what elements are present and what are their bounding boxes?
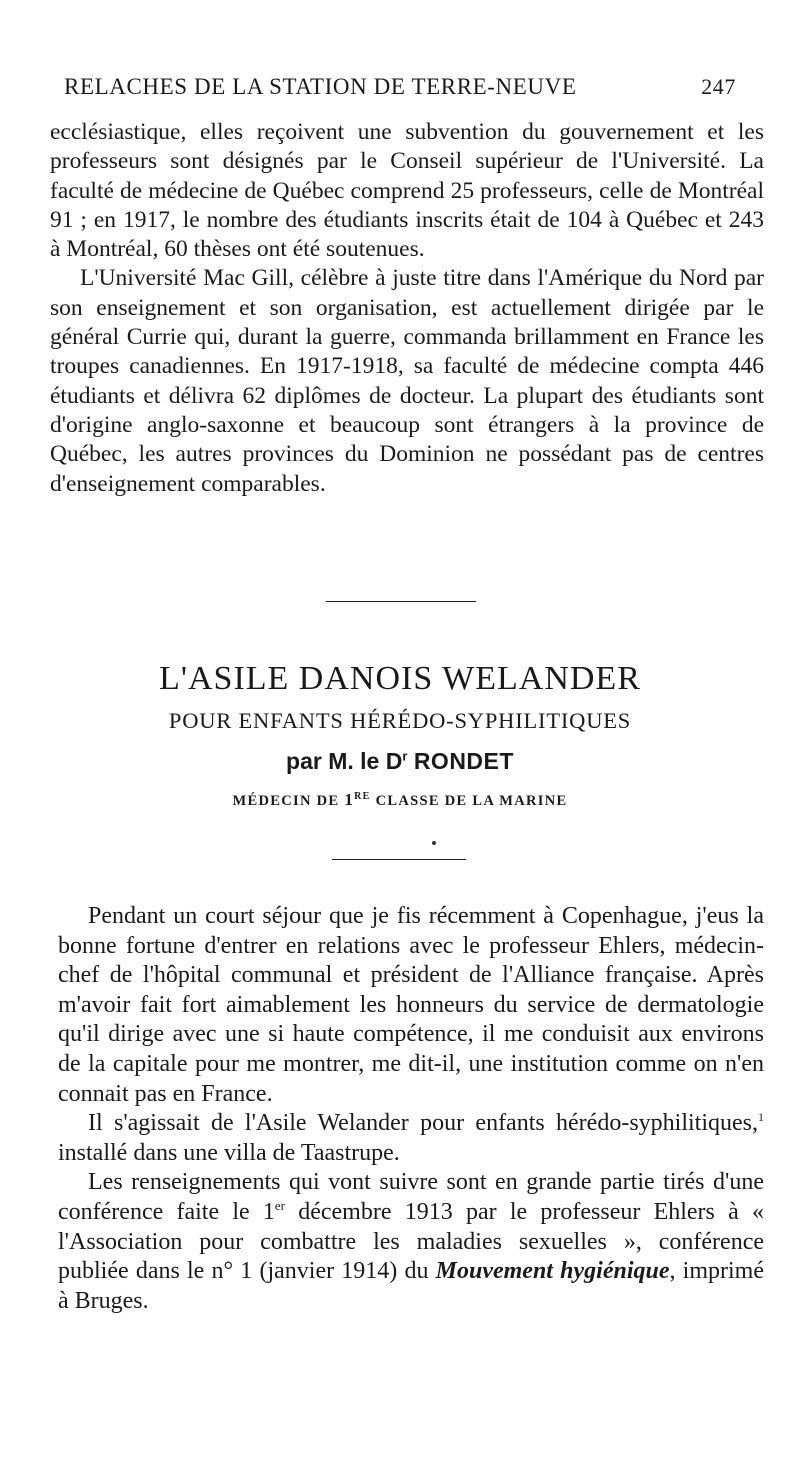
paragraph-text: décembre 1913 par le professeur Ehlers à « l'Association pour combattre les maladies sexuelles », conférence publiée dans le n° 1 (janvier 1914) du — [58, 1198, 764, 1285]
byline-divider — [332, 859, 466, 860]
ordinal-superscript: er — [274, 1197, 285, 1213]
section-divider — [326, 601, 476, 602]
ornament-dot — [432, 841, 436, 845]
author-name: RONDET — [413, 748, 514, 774]
affiliation-superscript: RE — [354, 791, 371, 803]
paragraph: Pendant un court séjour que je fis récemment à Copenhague, j'eus la bonne fortune d'entrer en relations avec le professeur Ehlers, médecin-chef de l'hôpital communal et président de l'Alliance française. Après m'avoir fait fort aimablement les honneurs du service de dermatologie qu'il dirige avec une si haute compétence, il me conduisit aux environs de la capitale pour me montrer, me dit-il, une institution comme on n'en connait pas en France. — [58, 903, 764, 1107]
paragraph — [58, 1109, 764, 1168]
running-title: RELACHES DE LA STATION DE TERRE-NEUVE — [64, 74, 577, 99]
paragraph: L'Université Mac Gill, célèbre à juste titre dans l'Amérique du Nord par son enseignement et son organisation, est actuellement dirigée par le général Currie qui, durant la guerre, commanda brillamment en France les troupes canadiennes. En 1917-1918, sa faculté de médecine compta 446 étudiants et délivra 62 diplômes de docteur. La plupart des étudiants sont d'origine anglo-saxonne et beaucoup sont étrangers à la province de Québec, les autres provinces du Dominion ne possédant pas de centres d'enseignement comparables. — [50, 265, 764, 497]
article-title: L'ASILE DANOIS WELANDER — [159, 660, 641, 697]
byline-superscript: r — [402, 748, 408, 764]
paragraph: ecclésiastique, elles reçoivent une subvention du gouvernement et les professeurs sont désignés par le Conseil supérieur de l'Université. La faculté de médecine de Québec comprend 25 professeurs, celle de Montréal 91 ; en 1917, le nombre des étudiants inscrits était de 104 à Québec et 243 à Montréal, 60 thèses ont été soutenues. — [50, 119, 764, 263]
running-head — [64, 74, 736, 108]
page-number: 247 — [701, 74, 736, 99]
footnote-marker: 1 — [758, 1110, 764, 1125]
byline-prefix: par M. le D — [286, 748, 403, 774]
affiliation-prefix: MÉDECIN DE — [232, 793, 340, 809]
paragraph-text: , imprimé à Bruges. — [58, 1258, 764, 1314]
article-body — [58, 902, 764, 1316]
paragraph — [58, 1168, 764, 1316]
affiliation-ordinal: 1 — [344, 790, 355, 809]
paragraph-text: Il s'agissait de l'Asile Welander pour enfants hérédo-syphilitiques, — [88, 1110, 758, 1137]
paragraph-text: Les renseignements qui vont suivre sont en grande partie tirés d'une conférence faite le 1 — [58, 1169, 764, 1225]
journal-title: Mouvement hygiénique — [435, 1258, 670, 1285]
paragraph-text: installé dans une villa de Taastrupe. — [58, 1139, 400, 1166]
article-subtitle: POUR ENFANTS HÉRÉDO-SYPHILITIQUES — [168, 708, 632, 733]
author-affiliation — [0, 790, 800, 810]
author-byline — [0, 748, 800, 775]
affiliation-rank: CLASSE DE LA MARINE — [375, 793, 568, 809]
previous-article-text — [50, 118, 764, 499]
